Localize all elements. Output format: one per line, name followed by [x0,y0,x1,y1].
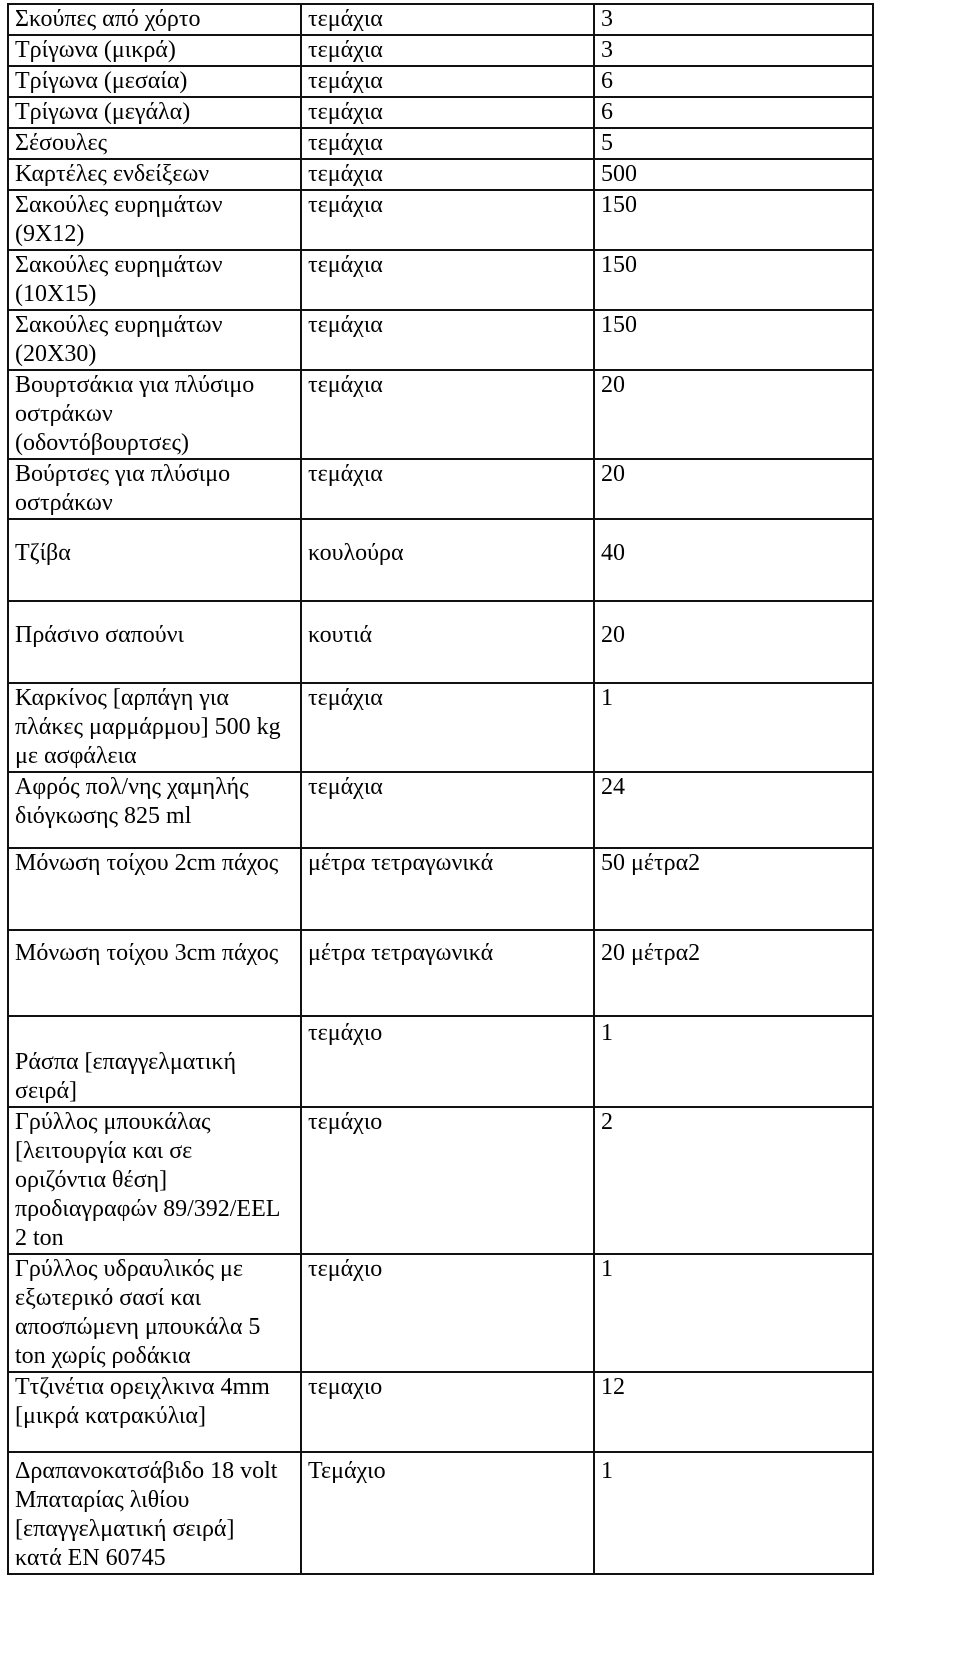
unit-cell: τεμάχια [301,310,594,370]
table-row [8,930,873,1016]
item-cell: Σακούλες ευρημάτων (10Χ15) [8,250,301,310]
item-cell: Βούρτσες για πλύσιμο οστράκων [8,459,301,519]
unit-cell: τεμάχια [301,190,594,250]
item-cell: Ράσπα [επαγγελματική σειρά] [8,1016,301,1107]
item-cell: Σακούλες ευρημάτων (9Χ12) [8,190,301,250]
table-row [8,1107,873,1254]
table-row [8,310,873,370]
qty-cell: 5 [594,128,873,159]
unit-cell: τεμάχιο [301,1016,594,1107]
unit-cell: τεμάχια [301,66,594,97]
qty-cell: 20 μέτρα2 [594,930,873,1016]
unit-cell: κουλούρα [301,519,594,601]
table-row [8,1452,873,1574]
qty-cell: 24 [594,772,873,848]
qty-cell: 150 [594,310,873,370]
unit-cell: τεμαχιο [301,1372,594,1452]
item-cell: Αφρός πολ/νης χαμηλής διόγκωσης 825 ml [8,772,301,848]
unit-cell: τεμάχια [301,35,594,66]
table-row [8,601,873,683]
table-row [8,66,873,97]
table-row [8,683,873,772]
item-cell: Πράσινο σαπούνι [8,601,301,683]
qty-cell: 20 [594,601,873,683]
item-cell: Δραπανοκατσάβιδο 18 volt Μπαταρίας λιθίου [επαγγελματική σειρά] κατά EN 60745 [8,1452,301,1574]
qty-cell: 1 [594,1254,873,1372]
unit-cell: τεμάχια [301,459,594,519]
table-row [8,1254,873,1372]
unit-cell: τεμάχια [301,97,594,128]
item-cell: Ττζινέτια ορειχλκινα 4mm [μικρά κατρακύλια] [8,1372,301,1452]
item-cell: Τζίβα [8,519,301,601]
unit-cell: τεμάχια [301,159,594,190]
qty-cell: 1 [594,1452,873,1574]
table-row [8,459,873,519]
table-row [8,35,873,66]
table-row [8,519,873,601]
unit-cell: μέτρα τετραγωνικά [301,930,594,1016]
qty-cell: 2 [594,1107,873,1254]
unit-cell: τεμάχιο [301,1254,594,1372]
qty-cell: 20 [594,370,873,459]
qty-cell: 150 [594,250,873,310]
table-row [8,1016,873,1107]
table-row [8,1372,873,1452]
item-cell: Βουρτσάκια για πλύσιμο οστράκων (οδοντόβουρτσες) [8,370,301,459]
item-cell: Τρίγωνα (μικρά) [8,35,301,66]
item-cell: Καρτέλες ενδείξεων [8,159,301,190]
item-cell: Σακούλες ευρημάτων (20Χ30) [8,310,301,370]
qty-cell: 500 [594,159,873,190]
table-row [8,370,873,459]
item-cell: Τρίγωνα (μεγάλα) [8,97,301,128]
unit-cell: τεμάχια [301,683,594,772]
item-cell: Μόνωση τοίχου 3cm πάχος [8,930,301,1016]
unit-cell: τεμάχιο [301,1107,594,1254]
table-row [8,772,873,848]
qty-cell: 40 [594,519,873,601]
item-cell: Σέσουλες [8,128,301,159]
qty-cell: 1 [594,683,873,772]
qty-cell: 1 [594,1016,873,1107]
item-cell: Καρκίνος [αρπάγη για πλάκες μαρμάρμου] 500 kg με ασφάλεια [8,683,301,772]
qty-cell: 6 [594,66,873,97]
unit-cell: τεμάχια [301,250,594,310]
unit-cell: τεμάχια [301,370,594,459]
qty-cell: 3 [594,35,873,66]
table-row [8,250,873,310]
unit-cell: κουτιά [301,601,594,683]
item-cell: Γρύλλος μπουκάλας [λειτουργία και σε οριζόντια θέση] προδιαγραφών 89/392/EEL 2 ton [8,1107,301,1254]
table-row [8,128,873,159]
unit-cell: Τεμάχιο [301,1452,594,1574]
table-row [8,190,873,250]
table-row [8,4,873,35]
unit-cell: τεμάχια [301,4,594,35]
qty-cell: 3 [594,4,873,35]
table-row [8,97,873,128]
item-cell: Τρίγωνα (μεσαία) [8,66,301,97]
materials-table [7,3,874,1575]
table-row [8,159,873,190]
qty-cell: 6 [594,97,873,128]
qty-cell: 50 μέτρα2 [594,848,873,930]
unit-cell: τεμάχια [301,772,594,848]
qty-cell: 150 [594,190,873,250]
table-row [8,848,873,930]
item-cell: Σκούπες από χόρτο [8,4,301,35]
unit-cell: μέτρα τετραγωνικά [301,848,594,930]
qty-cell: 12 [594,1372,873,1452]
item-cell: Μόνωση τοίχου 2cm πάχος [8,848,301,930]
unit-cell: τεμάχια [301,128,594,159]
qty-cell: 20 [594,459,873,519]
item-cell: Γρύλλος υδραυλικός με εξωτερικό σασί και αποσπώμενη μπουκάλα 5 ton χωρίς ροδάκια [8,1254,301,1372]
